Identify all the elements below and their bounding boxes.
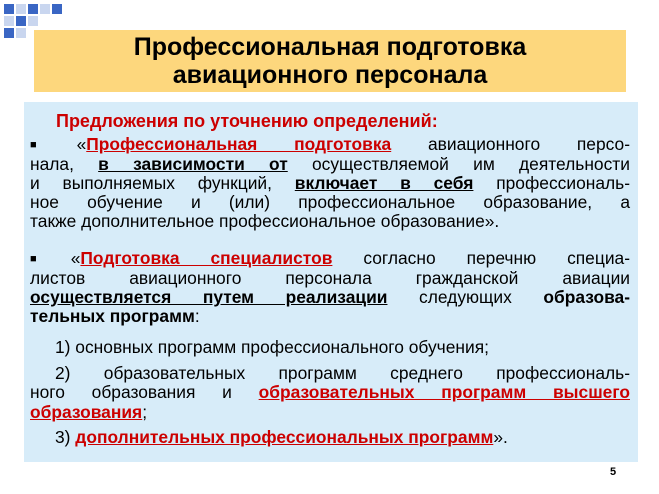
- phrase-implemented-through: осуществляется путем реализации: [30, 287, 388, 307]
- bullet-icon: ■: [30, 139, 69, 151]
- definition-paragraph-2: [30, 249, 630, 326]
- p1-line-4: ное обучение и (или) профессиональное образование, а: [30, 192, 630, 212]
- additional-programs: дополнительных профессиональных программ: [75, 427, 494, 447]
- definition-paragraph-1: [30, 135, 630, 231]
- list-item-2-line-3: образования;: [30, 401, 148, 422]
- p2-line-1: ■ «Подготовка специалистов согласно перечню специа-: [30, 248, 630, 268]
- p1-line-3: и выполняемых функций, включает в себя профессиональ-: [30, 173, 631, 193]
- p1-line-2: нала, в зависимости от осуществляемой им деятельности: [30, 154, 630, 174]
- list-item-2-line-2: ного образования и образовательных программ высшего: [30, 382, 630, 402]
- title-line-2: авиационного персонала: [172, 61, 488, 89]
- slide-title: [34, 30, 626, 92]
- p1-line-5: также дополнительное профессиональное образование».: [30, 211, 500, 231]
- list-item-2-line-1: 2) образовательных программ среднего профессиональ-: [55, 362, 630, 383]
- title-line-1: Профессиональная подготовка: [133, 33, 527, 61]
- list-item-1: 1) основных программ профессионального обучения;: [55, 337, 489, 357]
- p2-line-3: осуществляется путем реализации следующих образова-: [30, 287, 630, 307]
- page-number: 5: [610, 466, 617, 478]
- bullet-icon: ■: [30, 253, 63, 265]
- list-item-3: 3) дополнительных профессиональных программ».: [55, 427, 508, 447]
- p2-line-4: тельных программ:: [30, 306, 200, 326]
- phrase-includes: включает в себя: [294, 173, 474, 193]
- program-list: [30, 338, 630, 448]
- phrase-depending-on: в зависимости от: [98, 154, 288, 174]
- subheading: Предложения по уточнению определений:: [56, 111, 438, 131]
- higher-education-programs: образовательных программ высшего: [258, 382, 630, 402]
- p1-line-1: ■ «Профессиональная подготовка авиационного персо-: [30, 134, 630, 154]
- term-specialist-training: Подготовка специалистов: [80, 248, 333, 268]
- term-prof-training: Профессиональная подготовка: [86, 134, 392, 154]
- p2-line-2: листов авиационного персонала гражданской авиации: [30, 268, 630, 288]
